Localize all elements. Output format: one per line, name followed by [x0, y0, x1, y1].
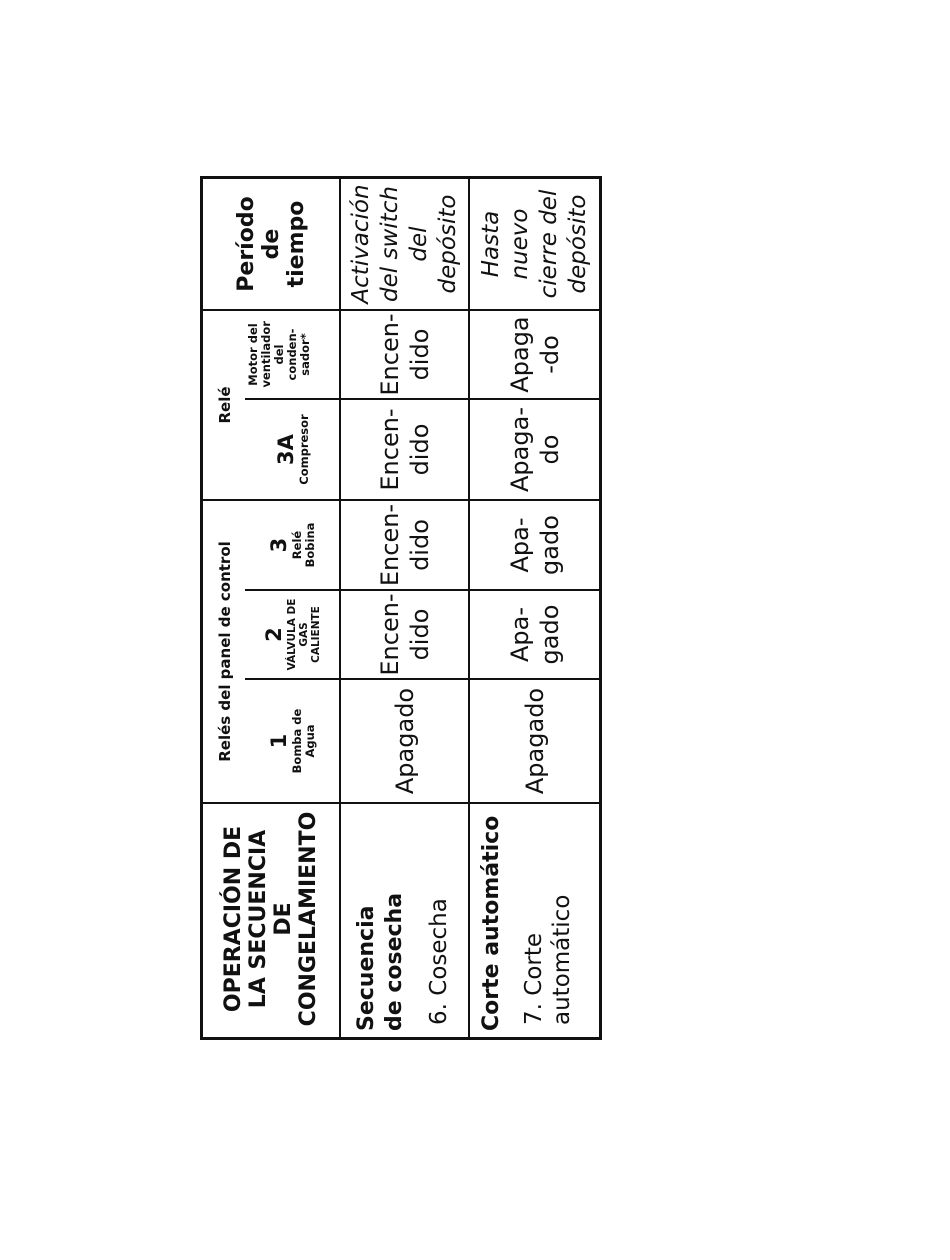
row2-operation	[470, 804, 599, 1037]
time-period-header: Período de tiempo	[233, 196, 309, 292]
col5-header	[245, 311, 339, 398]
col3-label: Relé Bobina	[290, 522, 317, 568]
row1-col1: Apagado	[390, 687, 419, 795]
freeze-sequence-table	[200, 176, 602, 1040]
relay-header: Relé	[216, 386, 234, 424]
row1-time: Activación del switch del depósito	[347, 184, 461, 304]
col2-header	[245, 591, 339, 678]
col2-number: 2	[262, 627, 286, 642]
col1-header	[245, 680, 339, 802]
col5-label: Motor del ventilador del conden- sador*	[246, 321, 312, 388]
col3-number: 3	[267, 537, 291, 553]
col1-label: Bomba de Agua	[290, 708, 317, 774]
section-title: Corte automático	[479, 815, 504, 1031]
col3-header	[245, 501, 339, 589]
section-title: Secuencia de cosecha	[354, 892, 407, 1031]
row2-col4: Apaga- do	[505, 407, 564, 492]
row2-col5: Apaga -do	[505, 316, 564, 393]
row1-col5: Encen- dido	[375, 313, 434, 396]
row1-col4: Encen- dido	[375, 408, 434, 491]
col4-number: 3A	[273, 434, 298, 465]
col2-label: VÁLVULA DE GAS CALIENTE	[286, 598, 322, 671]
row2-col2: Apa- gado	[505, 604, 564, 665]
row1-col2: Encen- dido	[375, 593, 434, 676]
col1-number: 1	[267, 733, 291, 749]
col4-label: Compresor	[296, 414, 311, 485]
row1-operation	[341, 804, 468, 1037]
operation-header: OPERACIÓN DE LA SECUENCIA DE CONGELAMIENTO	[221, 811, 321, 1027]
panel-relays-header: Relés del panel de control	[216, 541, 234, 762]
step-label: 6. Cosecha	[426, 898, 452, 1025]
step-label: 7. Corte automático	[521, 894, 575, 1025]
row2-col3: Apa- gado	[505, 515, 564, 575]
row2-col1: Apagado	[520, 687, 549, 795]
col4-header	[245, 400, 339, 499]
row1-col3: Encen- dido	[375, 503, 434, 587]
row2-time: Hasta nuevo cierre del depósito	[477, 189, 591, 299]
